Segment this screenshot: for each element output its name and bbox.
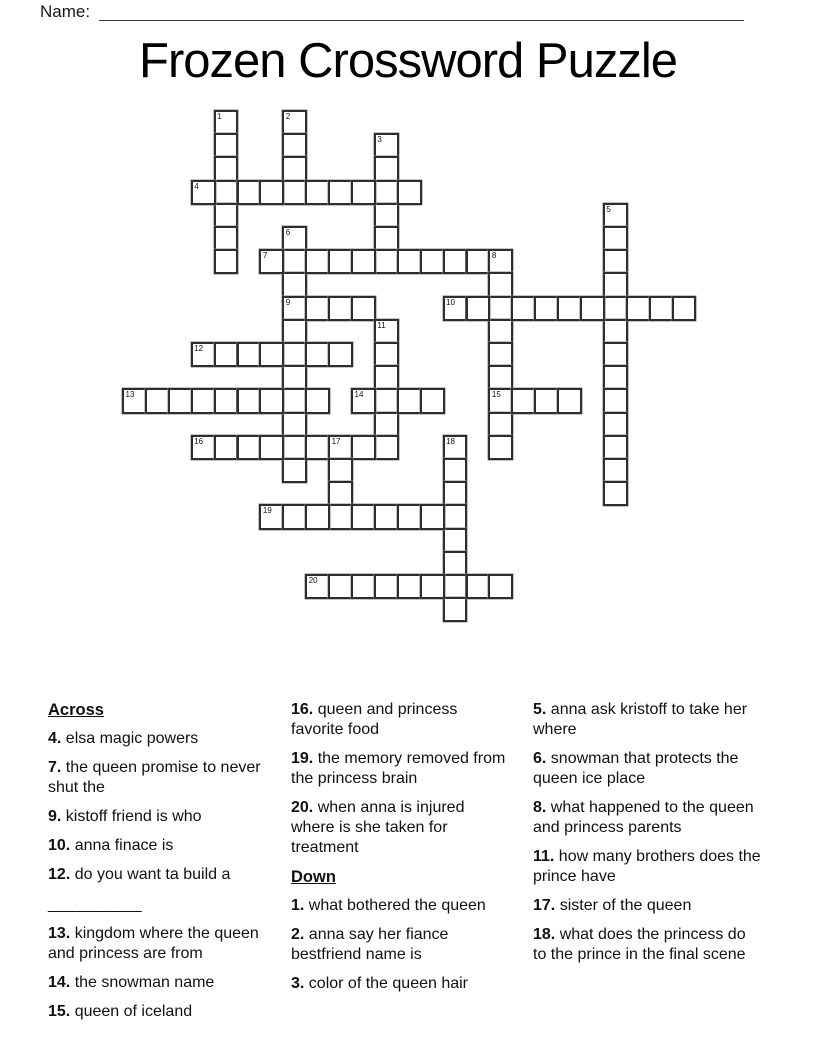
grid-cell[interactable] (374, 249, 399, 274)
clue-6 (533, 749, 763, 789)
clue-text: the snowman name (70, 974, 215, 991)
clue-text: do you want ta build a (70, 866, 231, 883)
grid-cell[interactable] (488, 342, 513, 367)
grid-cell[interactable] (191, 388, 216, 413)
clue-number-19: 19 (262, 506, 272, 516)
grid-cell[interactable] (374, 180, 399, 205)
clue-number-label: 20. (291, 799, 314, 816)
clue-text: color of the queen hair (304, 975, 469, 992)
grid-cell[interactable] (237, 342, 262, 367)
grid-cell[interactable] (420, 388, 445, 413)
clue-number-label: 4. (48, 730, 62, 747)
grid-cell[interactable] (282, 458, 307, 483)
grid-cell[interactable] (443, 574, 468, 599)
grid-cell[interactable] (214, 133, 239, 158)
grid-cell[interactable] (488, 365, 513, 390)
clue-text: the queen promise to never shut the (48, 759, 261, 796)
grid-cell[interactable] (328, 574, 353, 599)
clue-text: queen and princess favorite food (291, 701, 458, 738)
clue-16 (291, 700, 506, 740)
clue-number-label: 3. (291, 975, 305, 992)
clue-number-label: 10. (48, 837, 71, 854)
clue-number-label: 17. (533, 897, 556, 914)
grid-cell[interactable] (214, 226, 239, 251)
clue-number-label: 11. (533, 848, 555, 865)
across-header: Across (48, 701, 104, 719)
clue-text: anna say her fiance bestfriend name is (291, 926, 449, 963)
clue-text: the memory removed from the princess brain (291, 750, 506, 787)
grid-cell[interactable] (282, 319, 307, 344)
grid-cell[interactable] (603, 435, 628, 460)
clue-5 (533, 700, 763, 740)
grid-cell[interactable] (397, 574, 422, 599)
grid-cell[interactable] (282, 272, 307, 297)
clue-number-label: 16. (291, 701, 314, 718)
grid-cell[interactable] (603, 319, 628, 344)
clue-column-1 (48, 700, 288, 1031)
name-fill-in-line[interactable] (99, 1, 744, 21)
grid-cell[interactable] (351, 504, 376, 529)
clue-number-label: 1. (291, 897, 305, 914)
grid-cell[interactable] (282, 412, 307, 437)
clue-column-2 (291, 700, 506, 1003)
grid-cell[interactable] (351, 435, 376, 460)
grid-cell[interactable] (603, 226, 628, 251)
clue-10 (48, 836, 288, 856)
grid-cell[interactable] (282, 180, 307, 205)
clue-number-label: 2. (291, 926, 305, 943)
grid-cell[interactable] (328, 296, 353, 321)
grid-cell[interactable] (282, 156, 307, 181)
grid-cell[interactable] (351, 574, 376, 599)
clue-column-3 (533, 700, 763, 974)
grid-cell[interactable] (282, 133, 307, 158)
clue-number-label: 7. (48, 759, 62, 776)
grid-cell[interactable] (214, 388, 239, 413)
grid-cell[interactable] (282, 504, 307, 529)
clue-4 (48, 729, 288, 749)
grid-cell[interactable] (443, 597, 468, 622)
grid-cell[interactable] (328, 504, 353, 529)
grid-cell[interactable] (534, 296, 559, 321)
clue-number-3: 3 (377, 135, 382, 145)
clue-number-11: 11 (377, 320, 386, 330)
clue-11 (533, 847, 763, 887)
grid-cell[interactable] (626, 296, 651, 321)
clue-number-label: 9. (48, 808, 62, 825)
clue-text: what does the princess do to the prince in the final scene (533, 926, 746, 963)
grid-cell[interactable] (603, 458, 628, 483)
clue-number-15: 15 (491, 390, 501, 400)
clue-number-9: 9 (285, 297, 291, 307)
grid-cell[interactable] (443, 249, 468, 274)
name-label: Name: (40, 2, 91, 21)
clue-text: kistoff friend is who (61, 808, 202, 825)
grid-cell[interactable] (420, 574, 445, 599)
grid-cell[interactable] (237, 388, 262, 413)
grid-cell[interactable] (259, 388, 284, 413)
grid-cell[interactable] (374, 156, 399, 181)
clue-text: how many brothers does the prince have (533, 848, 761, 885)
clue-number-16: 16 (194, 436, 204, 446)
grid-cell[interactable] (374, 226, 399, 251)
clue-text: anna ask kristoff to take her where (533, 701, 748, 738)
clue-number-label: 19. (291, 750, 314, 767)
clue-number-label: 5. (533, 701, 547, 718)
grid-cell[interactable] (603, 342, 628, 367)
clue-number-label: 15. (48, 1003, 71, 1020)
grid-cell[interactable] (305, 296, 330, 321)
grid-cell[interactable] (328, 249, 353, 274)
grid-cell[interactable] (443, 504, 468, 529)
grid-cell[interactable] (603, 272, 628, 297)
clue-number-18: 18 (446, 436, 455, 446)
grid-cell[interactable] (397, 249, 422, 274)
grid-cell[interactable] (328, 458, 353, 483)
grid-cell[interactable] (466, 249, 491, 274)
grid-cell[interactable] (397, 388, 422, 413)
clue-number-label: 13. (48, 925, 71, 942)
clue-number-2: 2 (285, 112, 291, 121)
grid-cell[interactable] (214, 203, 239, 228)
clue-20 (291, 798, 506, 858)
clue-number-6: 6 (285, 228, 291, 237)
grid-cell[interactable] (282, 365, 307, 390)
grid-cell[interactable] (649, 296, 674, 321)
clue-text: sister of the queen (555, 897, 692, 914)
grid-cell[interactable] (603, 388, 628, 413)
grid-cell[interactable] (374, 435, 399, 460)
clue-2 (291, 925, 506, 965)
grid-cell[interactable] (488, 296, 513, 321)
grid-cell[interactable] (305, 180, 330, 205)
clue-3 (291, 974, 506, 994)
grid-cell[interactable] (672, 296, 697, 321)
grid-cell[interactable] (488, 435, 513, 460)
grid-cell[interactable] (168, 388, 193, 413)
clue-number-20: 20 (308, 576, 318, 585)
clue-number-4: 4 (194, 181, 199, 191)
crossword-grid (122, 110, 700, 625)
clue-15 (48, 1002, 288, 1022)
grid-cell[interactable] (603, 481, 628, 506)
clue-number-label: 18. (533, 926, 556, 943)
grid-cell[interactable] (328, 342, 353, 367)
clue-text: kingdom where the queen and princess are from (48, 925, 259, 962)
grid-cell[interactable] (237, 435, 262, 460)
grid-cell[interactable] (420, 504, 445, 529)
clue-number-8: 8 (491, 251, 497, 261)
grid-cell[interactable] (443, 458, 468, 483)
grid-cell[interactable] (305, 504, 330, 529)
clue-text: what bothered the queen (304, 897, 486, 914)
grid-cell[interactable] (580, 296, 605, 321)
clue-text: when anna is injured where is she taken for treatment (291, 799, 465, 856)
grid-cell[interactable] (397, 504, 422, 529)
clue-12 (48, 865, 288, 915)
grid-cell[interactable] (214, 249, 239, 274)
grid-cell[interactable] (374, 388, 399, 413)
clue-14 (48, 973, 288, 993)
clue-number-label: 12. (48, 866, 71, 883)
grid-cell[interactable] (557, 296, 582, 321)
grid-cell[interactable] (511, 296, 536, 321)
grid-cell[interactable] (488, 272, 513, 297)
grid-cell[interactable] (305, 249, 330, 274)
grid-cell[interactable] (305, 342, 330, 367)
clue-19 (291, 749, 506, 789)
grid-cell[interactable] (282, 435, 307, 460)
grid-cell[interactable] (214, 435, 239, 460)
clue-text: elsa magic powers (61, 730, 199, 747)
grid-cell[interactable] (443, 528, 468, 553)
page-title: Frozen Crossword Puzzle (139, 34, 677, 88)
grid-cell[interactable] (443, 481, 468, 506)
clue-text: what happened to the queen and princess parents (533, 799, 754, 836)
grid-cell[interactable] (374, 365, 399, 390)
grid-cell[interactable] (397, 180, 422, 205)
grid-cell[interactable] (374, 504, 399, 529)
clue-17 (533, 896, 763, 916)
clue-8 (533, 798, 763, 838)
grid-cell[interactable] (305, 388, 330, 413)
grid-cell[interactable] (282, 249, 307, 274)
clue-number-7: 7 (262, 251, 268, 261)
clue-number-17: 17 (331, 436, 341, 446)
grid-cell[interactable] (466, 296, 491, 321)
grid-cell[interactable] (511, 388, 536, 413)
grid-cell[interactable] (214, 156, 239, 181)
grid-cell[interactable] (374, 342, 399, 367)
clue-18 (533, 925, 763, 965)
clue-number-10: 10 (446, 297, 455, 307)
grid-cell[interactable] (443, 551, 468, 576)
clue-number-1: 1 (217, 112, 222, 121)
grid-cell[interactable] (420, 249, 445, 274)
clue-text: queen of iceland (70, 1003, 193, 1020)
grid-cell[interactable] (282, 342, 307, 367)
clue-7 (48, 758, 288, 798)
grid-cell[interactable] (305, 435, 330, 460)
clue-text: anna finace is (70, 837, 174, 854)
clue-1 (291, 896, 506, 916)
grid-cell[interactable] (145, 388, 170, 413)
grid-cell[interactable] (259, 180, 284, 205)
clue-number-13: 13 (125, 390, 135, 400)
grid-cell[interactable] (259, 342, 284, 367)
clue-9 (48, 807, 288, 827)
grid-cell[interactable] (488, 574, 513, 599)
grid-cell[interactable] (603, 365, 628, 390)
answer-blank-line: __________ (48, 896, 142, 913)
grid-cell[interactable] (351, 296, 376, 321)
grid-cell[interactable] (488, 319, 513, 344)
grid-cell[interactable] (374, 203, 399, 228)
grid-cell[interactable] (603, 412, 628, 437)
grid-cell[interactable] (374, 412, 399, 437)
grid-cell[interactable] (259, 435, 284, 460)
grid-cell[interactable] (466, 574, 491, 599)
clue-number-12: 12 (194, 344, 204, 353)
clue-number-14: 14 (354, 390, 364, 400)
grid-cell[interactable] (603, 249, 628, 274)
grid-cell[interactable] (351, 249, 376, 274)
grid-cell[interactable] (557, 388, 582, 413)
grid-cell[interactable] (328, 180, 353, 205)
clue-13 (48, 924, 288, 964)
grid-cell[interactable] (374, 574, 399, 599)
clue-number-label: 8. (533, 799, 547, 816)
clue-number-5: 5 (606, 204, 611, 214)
grid-cell[interactable] (603, 296, 628, 321)
grid-cell[interactable] (351, 180, 376, 205)
grid-cell[interactable] (282, 388, 307, 413)
grid-cell[interactable] (328, 481, 353, 506)
grid-cell[interactable] (488, 412, 513, 437)
grid-cell[interactable] (237, 180, 262, 205)
grid-cell[interactable] (214, 342, 239, 367)
grid-cell[interactable] (214, 180, 239, 205)
grid-cell[interactable] (534, 388, 559, 413)
clue-number-label: 6. (533, 750, 547, 767)
clue-number-label: 14. (48, 974, 71, 991)
clue-text: snowman that protects the queen ice place (533, 750, 739, 787)
down-header: Down (291, 868, 336, 886)
